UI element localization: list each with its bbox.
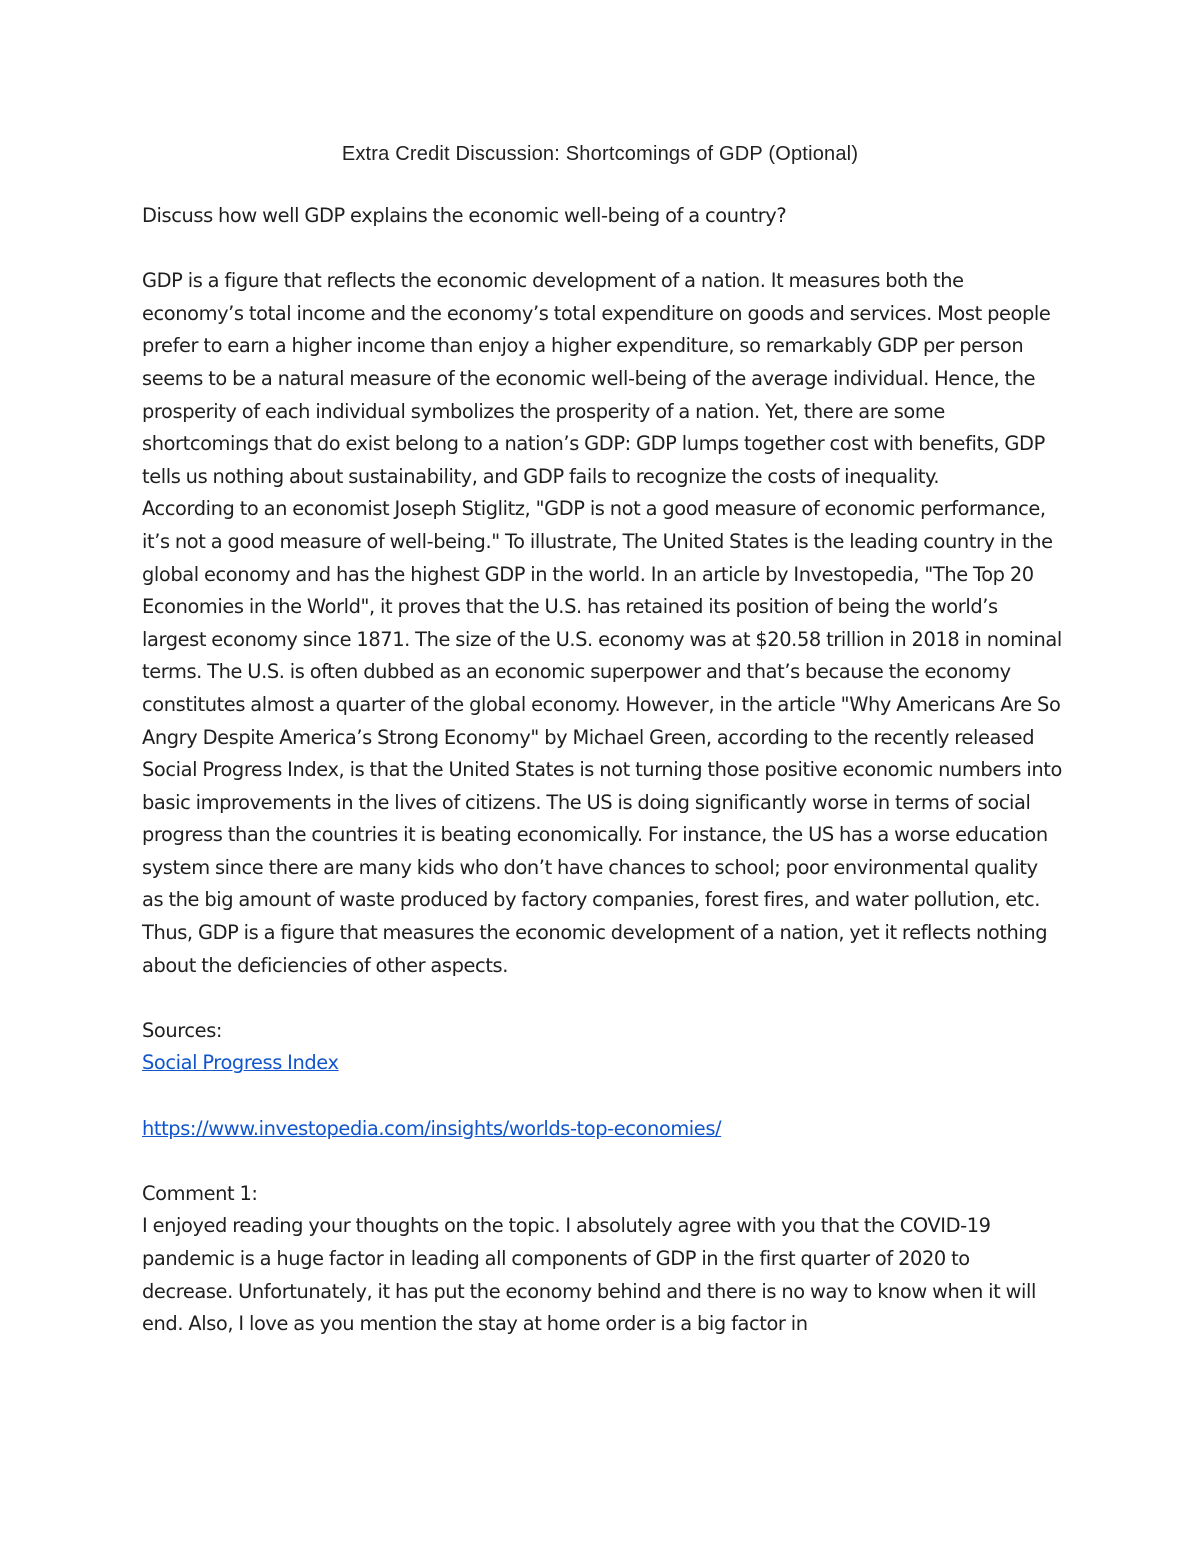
blank-line	[142, 233, 1062, 266]
paragraph-gdp-definition: GDP is a figure that reflects the economic development of a nation. It measures both the economy’s total income and the economy’s total expenditure on goods and services. Most people prefer to earn a higher income than enjoy a higher expenditure, so remarkably GDP per person seems to be a natural measure of the economic well-being of the average individual. Hence, the prosperity of each individual symbolizes the prosperity of a nation. Yet, there are some shortcomings that do exist belong to a nation’s GDP: GDP lumps together cost with benefits, GDP tells us nothing about sustainability, and GDP fails to recognize the costs of inequality.	[142, 269, 1051, 488]
discussion-question: Discuss how well GDP explains the economic well-being of a country?	[142, 204, 787, 227]
paragraph-stiglitz-argument: According to an economist Joseph Stiglitz, "GDP is not a good measure of economic performance, it’s not a good measure of well-being." To illustrate, The United States is the leading country in the global economy and has the highest GDP in the world. In an article by Investopedia, "The Top 20 Economies in the World", it proves that the U.S. has retained its position of being the world’s largest economy since 1871. The size of the U.S. economy was at $20.58 trillion in 2018 in nominal terms. The U.S. is often dubbed as an economic superpower and that’s because the economy constitutes almost a quarter of the global economy. However, in the article "Why Americans Are So Angry Despite America’s Strong Economy" by Michael Green, according to the recently released Social Progress Index, is that the United States is not turning those positive economic numbers into basic improvements in the lives of citizens. The US is doing significantly worse in terms of social progress than the countries it is beating economically. For instance, the US has a worse education system since there are many kids who don’t have chances to school; poor environmental quality as the big amount of waste produced by factory companies, forest fires, and water pollution, etc. Thus, GDP is a figure that measures the economic development of a nation, yet it reflects nothing about the deficiencies of other aspects.	[142, 497, 1062, 977]
blank-line	[142, 1145, 1062, 1178]
comment-label: Comment 1:	[142, 1181, 258, 1205]
comment-text: I enjoyed reading your thoughts on the topic. I absolutely agree with you that the COVID-19 pandemic is a huge factor in leading all components of GDP in the first quarter of 2020 to decrease. Unfortunately, it has put the economy behind and there is no way to know when it will end. Also, I love as you mention the stay at home order is a big factor in	[142, 1214, 1037, 1336]
blank-line	[142, 982, 1062, 1015]
source-link-investopedia[interactable]: https://www.investopedia.com/insights/worlds-top-economies/	[142, 1116, 722, 1140]
blank-line	[142, 1080, 1062, 1113]
document-title: Extra Credit Discussion: Shortcomings of GDP (Optional)	[341, 143, 859, 165]
sources-label: Sources:	[142, 1018, 223, 1042]
document-body	[142, 200, 1062, 1341]
source-link-social-progress-index[interactable]: Social Progress Index	[142, 1051, 339, 1075]
